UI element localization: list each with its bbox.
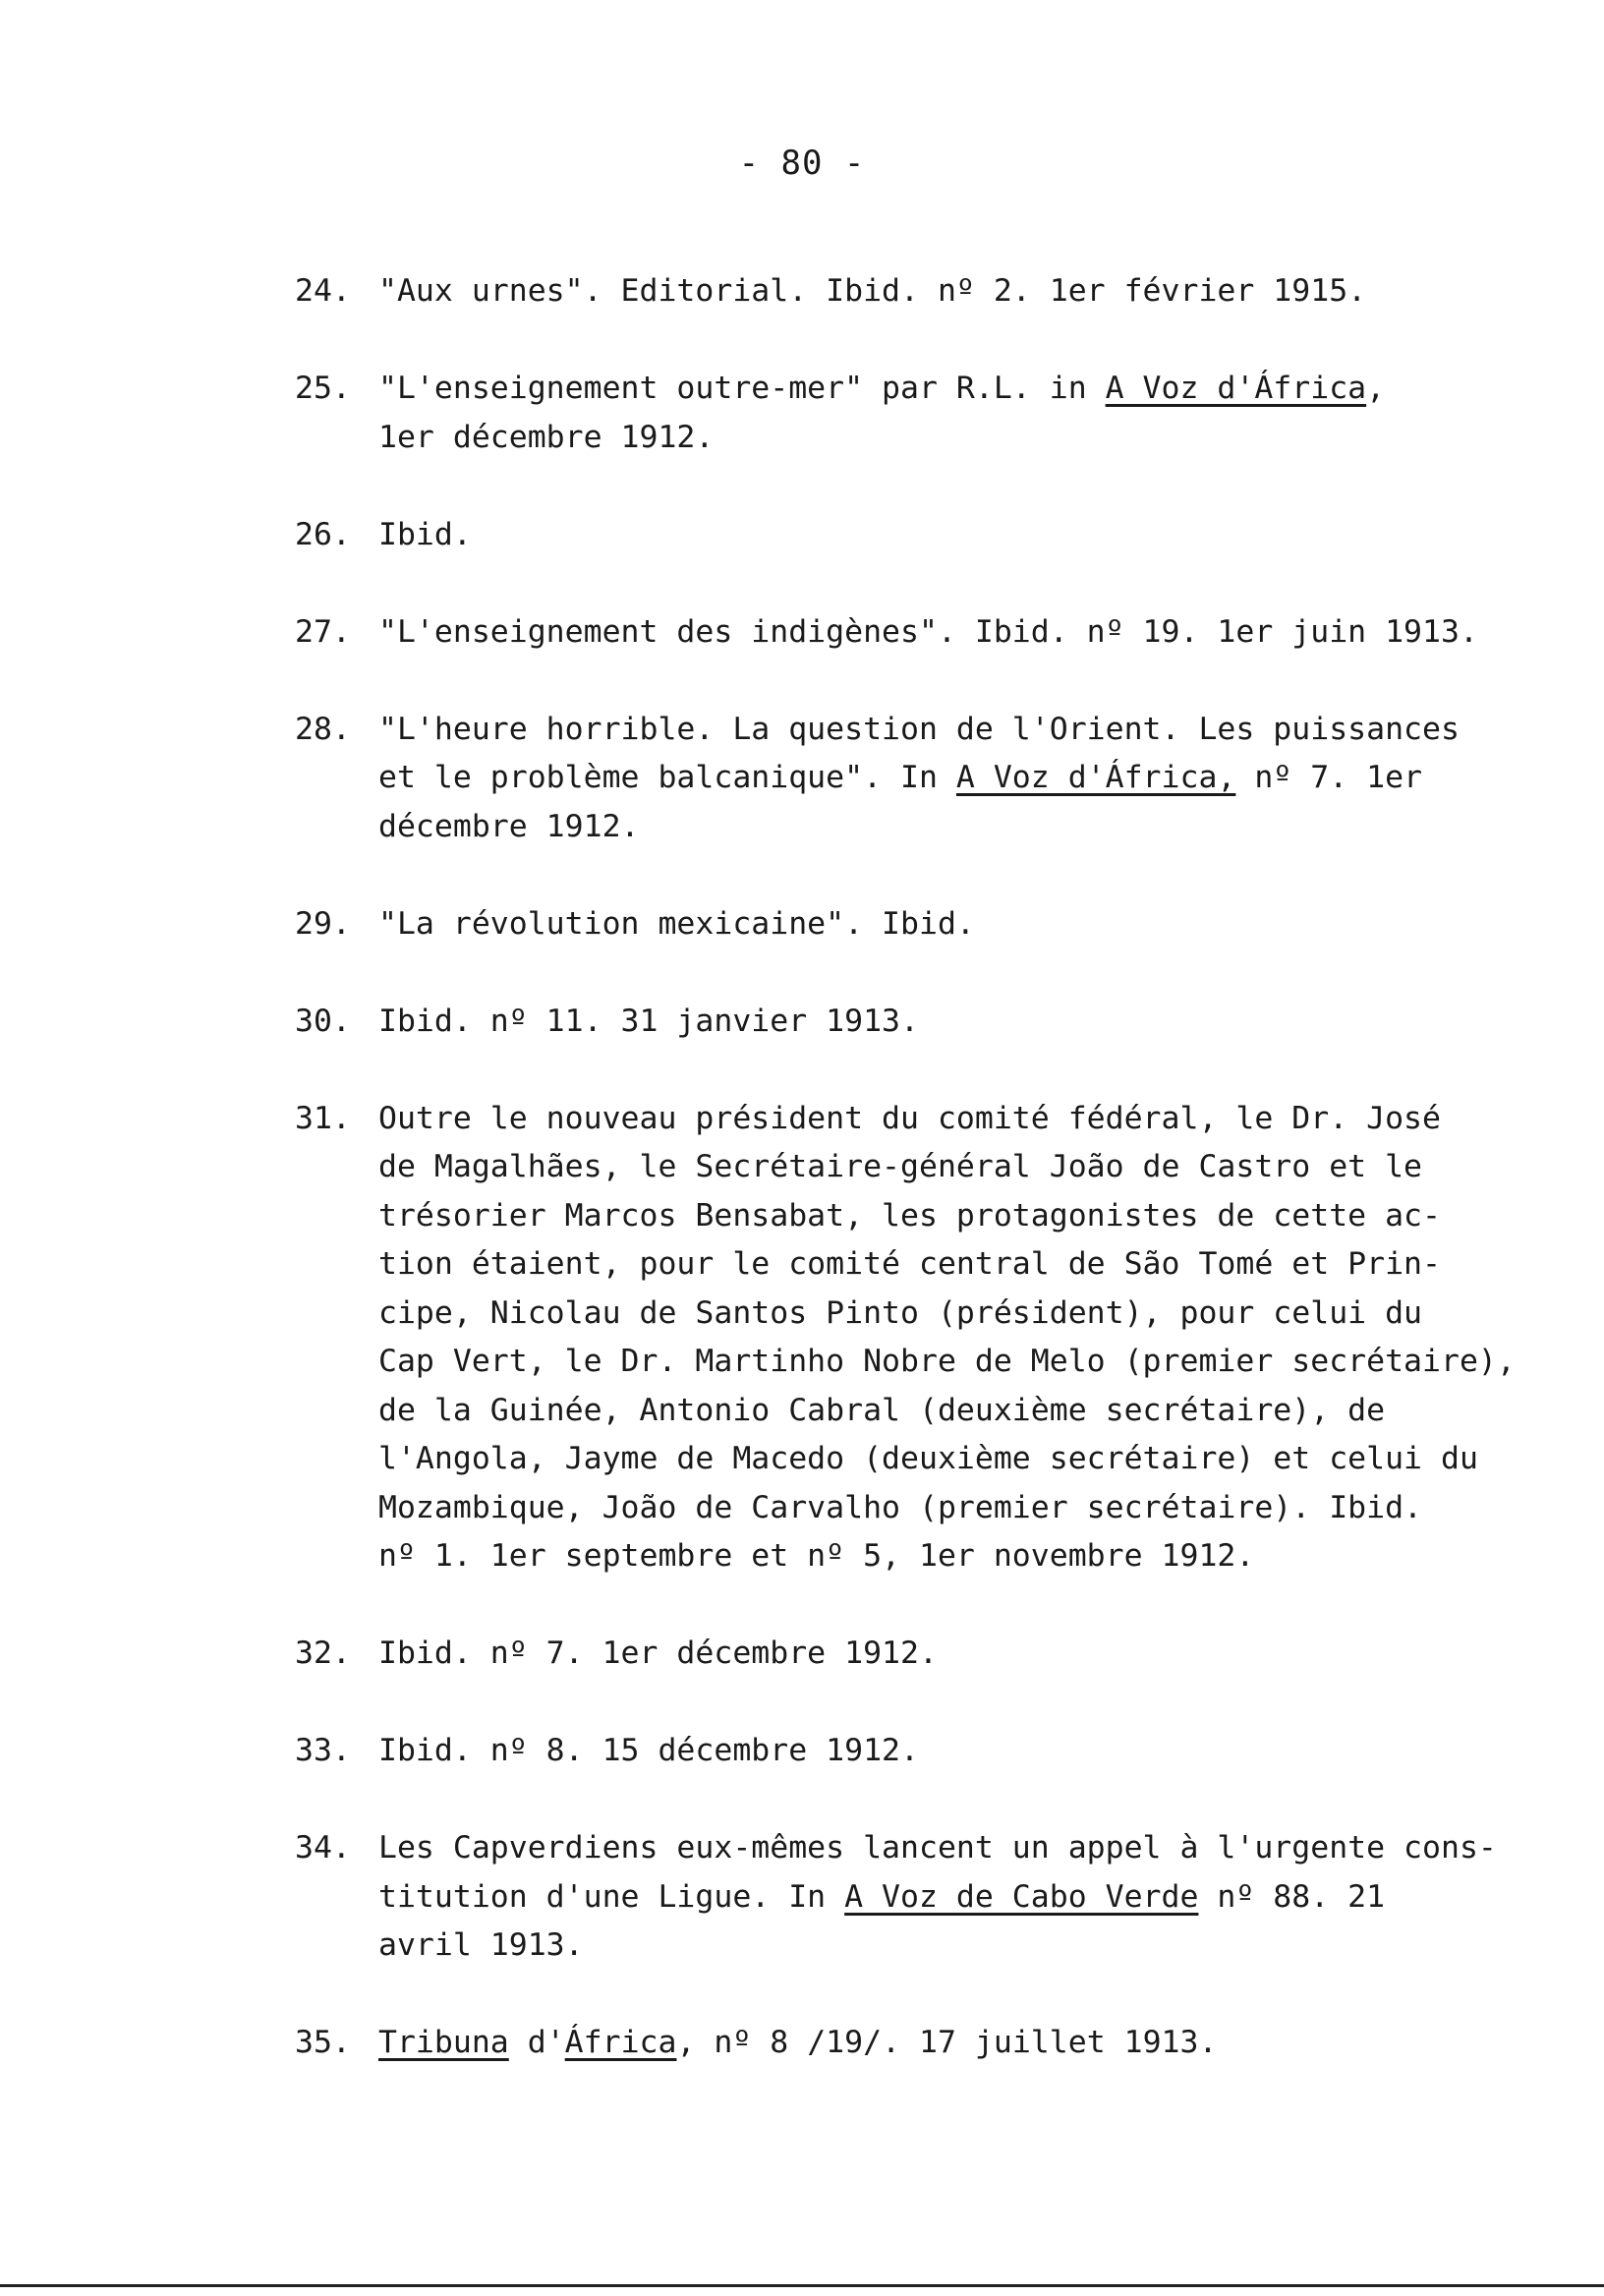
publication-title: A Voz de Cabo Verde xyxy=(844,1878,1199,1915)
footnote-line: avril 1913. xyxy=(378,1927,584,1963)
footnote-line xyxy=(378,2019,1602,2068)
footnote-26 xyxy=(295,511,1602,560)
footnote-text: , nº 8 /19/. 17 juillet 1913. xyxy=(676,2025,1218,2060)
footnote-line: l'Angola, Jayme de Macedo (deuxième secrétaire) et celui du xyxy=(378,1441,1478,1476)
footnote-number: 26. xyxy=(295,516,351,552)
footnote-line: "La révolution mexicaine". Ibid. xyxy=(378,905,975,942)
page-number: - 80 - xyxy=(738,144,866,183)
footnote-list xyxy=(295,267,1602,2116)
footnote-line: décembre 1912. xyxy=(378,808,640,844)
footnote-number: 32. xyxy=(295,1636,351,1671)
footnote-line: Ibid. nº 8. 15 décembre 1912. xyxy=(378,1733,919,1768)
footnote-number: 25. xyxy=(295,371,351,406)
footnote-34 xyxy=(295,1824,1602,1971)
footnote-35 xyxy=(295,2019,1602,2068)
footnote-number: 30. xyxy=(295,1003,351,1039)
footnote-text: , xyxy=(1366,371,1386,406)
footnote-32 xyxy=(295,1630,1602,1679)
footnote-text: nº 7. 1er xyxy=(1235,760,1423,795)
footnote-number: 28. xyxy=(295,711,351,747)
footnote-text: et le problème balcanique". In xyxy=(378,760,956,795)
footnote-line xyxy=(378,1873,1602,1923)
footnote-number: 29. xyxy=(295,905,351,942)
footnote-33 xyxy=(295,1727,1602,1776)
footnote-number: 35. xyxy=(295,2025,351,2060)
publication-title: África xyxy=(564,2025,677,2060)
footnote-text: nº 88. 21 xyxy=(1198,1878,1386,1915)
publication-title: A Voz d'África xyxy=(1105,371,1367,406)
footnote-25 xyxy=(295,365,1602,462)
footnote-line: Ibid. xyxy=(378,516,472,552)
footnote-number: 31. xyxy=(295,1100,351,1136)
publication-title: Tribuna xyxy=(378,2025,509,2060)
footnote-line: de Magalhães, le Secrétaire-général João de Castro et le xyxy=(378,1149,1423,1184)
footnote-line: Mozambique, João de Carvalho (premier secrétaire). Ibid. xyxy=(378,1489,1423,1525)
footnote-30 xyxy=(295,998,1602,1047)
footnote-line xyxy=(378,754,1602,803)
footnote-27 xyxy=(295,608,1602,658)
footnote-text: titution d'une Ligue. In xyxy=(378,1878,845,1915)
footnote-24 xyxy=(295,267,1602,316)
footnote-line: Ibid. nº 11. 31 janvier 1913. xyxy=(378,1003,919,1039)
footer-rule xyxy=(0,2284,1604,2287)
publication-title: A Voz d'África, xyxy=(955,760,1236,795)
footnote-line: Les Capverdiens eux-mêmes lancent un appel à l'urgente cons- xyxy=(378,1830,1497,1866)
footnote-number: 34. xyxy=(295,1830,351,1866)
footnote-line: "L'enseignement des indigènes". Ibid. nº 19. 1er juin 1913. xyxy=(378,613,1478,650)
footnote-line: Ibid. nº 7. 1er décembre 1912. xyxy=(378,1636,938,1671)
footnote-line: 1er décembre 1912. xyxy=(378,419,715,455)
footnote-28 xyxy=(295,706,1602,852)
footnote-31 xyxy=(295,1095,1602,1581)
footnote-line: trésorier Marcos Bensabat, les protagonistes de cette ac- xyxy=(378,1197,1441,1234)
footnote-text: d' xyxy=(508,2025,565,2060)
footnote-line: de la Guinée, Antonio Cabral (deuxième secrétaire), de xyxy=(378,1392,1386,1428)
footnote-text: "L'enseignement outre-mer" par R.L. in xyxy=(378,371,1106,406)
footnote-number: 33. xyxy=(295,1733,351,1768)
footnote-number: 24. xyxy=(295,273,351,309)
footnote-line: Outre le nouveau président du comité fédéral, le Dr. José xyxy=(378,1100,1441,1136)
footnote-number: 27. xyxy=(295,613,351,650)
footnote-line: "Aux urnes". Editorial. Ibid. nº 2. 1er février 1915. xyxy=(378,273,1367,309)
footnote-line xyxy=(378,365,1602,414)
footnote-line: Cap Vert, le Dr. Martinho Nobre de Melo (premier secrétaire), xyxy=(378,1344,1516,1379)
footnote-29 xyxy=(295,900,1602,949)
footnote-line: "L'heure horrible. La question de l'Orient. Les puissances xyxy=(378,711,1460,747)
footnote-line: nº 1. 1er septembre et nº 5, 1er novembre 1912. xyxy=(378,1538,1255,1574)
footnote-line: tion étaient, pour le comité central de São Tomé et Prin- xyxy=(378,1246,1441,1282)
footnote-line: cipe, Nicolau de Santos Pinto (président), pour celui du xyxy=(378,1294,1423,1331)
